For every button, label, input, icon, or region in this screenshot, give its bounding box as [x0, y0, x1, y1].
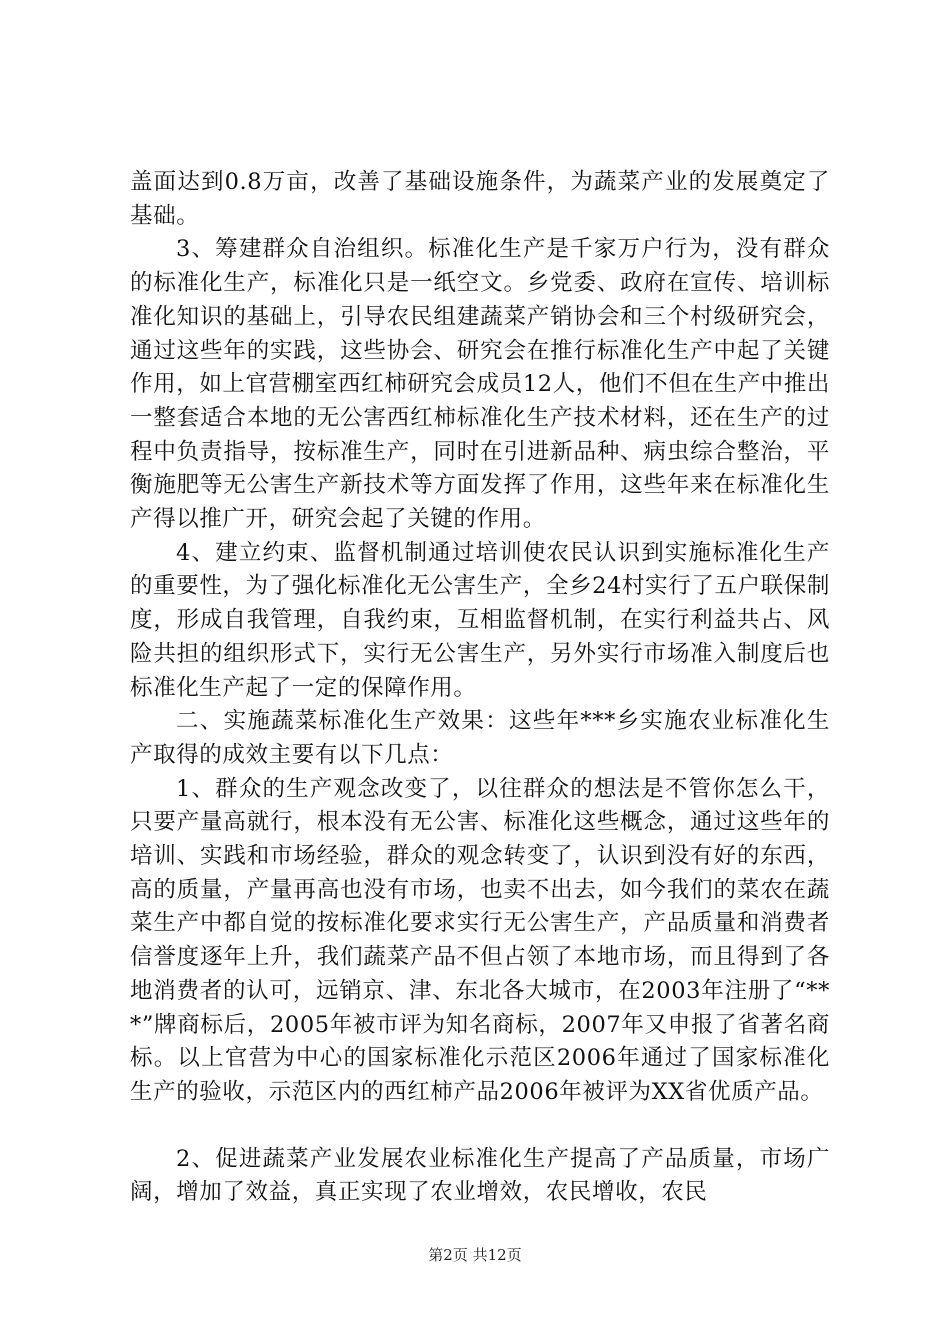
section-heading-effects: 二、实施蔬菜标准化生产效果：这些年***乡实施农业标准化生产取得的成效主要有以下几点： — [130, 708, 830, 768]
paragraph-3-self-governing-organizations: 3、筹建群众自治组织。标准化生产是千家万户行为，没有群众的标准化生产，标准化只是一纸空文。乡党委、政府在宣传、培训标准化知识的基础上，引导农民组建蔬菜产销协会和三个村级研究会，通过这些年的实践，这些协会、研究会在推行标准化生产中起了关键作用，如上官营棚室西红柿研究会成员12人，他们不但在生产中推出一整套适合本地的无公害西红柿标准化生产技术材料，还在生产的过程中负责指导，按标准生产，同时在引进新品种、病虫综合整治，平衡施肥等无公害生产新技术等方面发挥了作用，这些年来在标准化生产得以推广开，研究会起了关键的作用。 — [130, 236, 830, 533]
document-body — [130, 166, 830, 1210]
paragraph-1-production-concept: 1、群众的生产观念改变了，以往群众的想法是不管你怎么干，只要产量高就行，根本没有无公害、标准化这些概念，通过这些年的培训、实践和市场经验，群众的观念转变了，认识到没有好的东西，高的质量，产量再高也没有市场，也卖不出去，如今我们的菜农在蔬菜生产中都自觉的按标准化要求实行无公害生产，产品质量和消费者信誉度逐年上升，我们蔬菜产品不但占领了本地市场，而且得到了各地消费者的认可，远销京、津、东北各大城市，在2003年注册了“***”牌商标后，2005年被市评为知名商标，2007年又申报了省著名商标。以上官营为中心的国家标准化示范区2006年通过了国家标准化生产的验收，示范区内的西红柿产品2006年被评为XX省优质产品。 — [130, 775, 830, 1105]
page-number-footer: 第2页 共12页 — [428, 1246, 522, 1264]
paragraph-4-supervision-mechanism: 4、建立约束、监督机制通过培训使农民认识到实施标准化生产的重要性，为了强化标准化无公害生产，全乡24村实行了五户联保制度，形成自我管理，自我约束，互相监督机制，在实行利益共占、风险共担的组织形式下，实行无公害生产，另外实行市场准入制度后也标准化生产起了一定的保障作用。 — [130, 539, 830, 701]
paragraph-continuation: 盖面达到0.8万亩，改善了基础设施条件，为蔬菜产业的发展奠定了基础。 — [130, 169, 830, 229]
paragraph-2-industry-development: 2、促进蔬菜产业发展农业标准化生产提高了产品质量，市场广阔，增加了效益，真正实现了农业增效，农民增收，农民 — [130, 1145, 830, 1206]
